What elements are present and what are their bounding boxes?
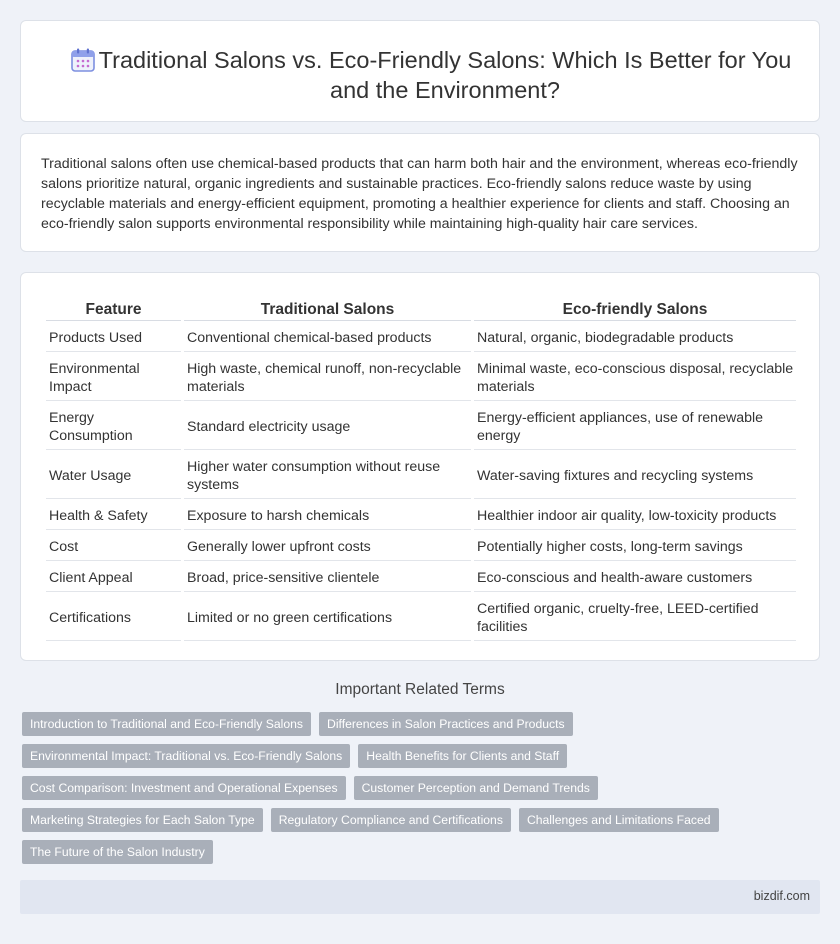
footer (20, 880, 820, 914)
table-row (46, 403, 796, 450)
title-card (20, 20, 820, 122)
feature-cell: Health & Safety (46, 501, 181, 530)
related-term-tag[interactable]: Regulatory Compliance and Certifications (271, 808, 511, 832)
eco-cell: Natural, organic, biodegradable products (474, 323, 796, 352)
related-terms-title: Important Related Terms (335, 681, 505, 698)
eco-cell: Certified organic, cruelty-free, LEED-certified facilities (474, 594, 796, 641)
traditional-cell: Exposure to harsh chemicals (184, 501, 471, 530)
comparison-table (43, 295, 799, 643)
table-row (46, 563, 796, 592)
header-traditional: Traditional Salons (184, 297, 471, 321)
related-term-tag[interactable]: The Future of the Salon Industry (22, 840, 213, 864)
page-title: Traditional Salons vs. Eco-Friendly Salons: Which Is Better for You and the Environment? (98, 47, 792, 103)
traditional-cell: Limited or no green certifications (184, 594, 471, 641)
comparison-card (20, 272, 820, 661)
related-term-tag[interactable]: Differences in Salon Practices and Products (319, 712, 573, 736)
table-row (46, 501, 796, 530)
eco-cell: Energy-efficient appliances, use of renewable energy (474, 403, 796, 450)
feature-cell: Energy Consumption (46, 403, 181, 450)
table-header-row (46, 297, 796, 321)
eco-cell: Water-saving fixtures and recycling systems (474, 452, 796, 499)
related-term-tag[interactable]: Challenges and Limitations Faced (519, 808, 719, 832)
traditional-cell: Conventional chemical-based products (184, 323, 471, 352)
intro-paragraph: Traditional salons often use chemical-based products that can harm both hair and the environment, whereas eco-friendly salons prioritize natural, organic ingredients and sustainable practices. Eco-friendly salons reduce waste by using recyclable materials and energy-efficient equipment, promoting a healthier experience for clients and staff. Choosing an eco-friendly salon supports environmental responsibility while maintaining high-quality hair care services. (41, 156, 798, 232)
table-row (46, 354, 796, 401)
related-term-tag[interactable]: Environmental Impact: Traditional vs. Eco-Friendly Salons (22, 744, 350, 768)
related-term-tag[interactable]: Customer Perception and Demand Trends (354, 776, 598, 800)
feature-cell: Client Appeal (46, 563, 181, 592)
related-term-tag[interactable]: Health Benefits for Clients and Staff (358, 744, 567, 768)
related-term-tag[interactable]: Cost Comparison: Investment and Operational Expenses (22, 776, 346, 800)
eco-cell: Minimal waste, eco-conscious disposal, recyclable materials (474, 354, 796, 401)
footer-site-link[interactable]: bizdif.com (753, 889, 810, 903)
eco-cell: Eco-conscious and health-aware customers (474, 563, 796, 592)
table-row (46, 532, 796, 561)
feature-cell: Environmental Impact (46, 354, 181, 401)
traditional-cell: Higher water consumption without reuse systems (184, 452, 471, 499)
feature-cell: Certifications (46, 594, 181, 641)
eco-cell: Potentially higher costs, long-term savings (474, 532, 796, 561)
related-term-tag[interactable]: Marketing Strategies for Each Salon Type (22, 808, 263, 832)
traditional-cell: Standard electricity usage (184, 403, 471, 450)
table-row (46, 452, 796, 499)
intro-card (20, 133, 820, 252)
feature-cell: Cost (46, 532, 181, 561)
eco-cell: Healthier indoor air quality, low-toxicity products (474, 501, 796, 530)
feature-cell: Water Usage (46, 452, 181, 499)
table-row (46, 594, 796, 641)
related-terms-list (22, 712, 812, 864)
header-feature: Feature (46, 297, 181, 321)
traditional-cell: Broad, price-sensitive clientele (184, 563, 471, 592)
related-term-tag[interactable]: Introduction to Traditional and Eco-Friendly Salons (22, 712, 311, 736)
feature-cell: Products Used (46, 323, 181, 352)
traditional-cell: High waste, chemical runoff, non-recyclable materials (184, 354, 471, 401)
traditional-cell: Generally lower upfront costs (184, 532, 471, 561)
table-row (46, 323, 796, 352)
header-eco: Eco-friendly Salons (474, 297, 796, 321)
